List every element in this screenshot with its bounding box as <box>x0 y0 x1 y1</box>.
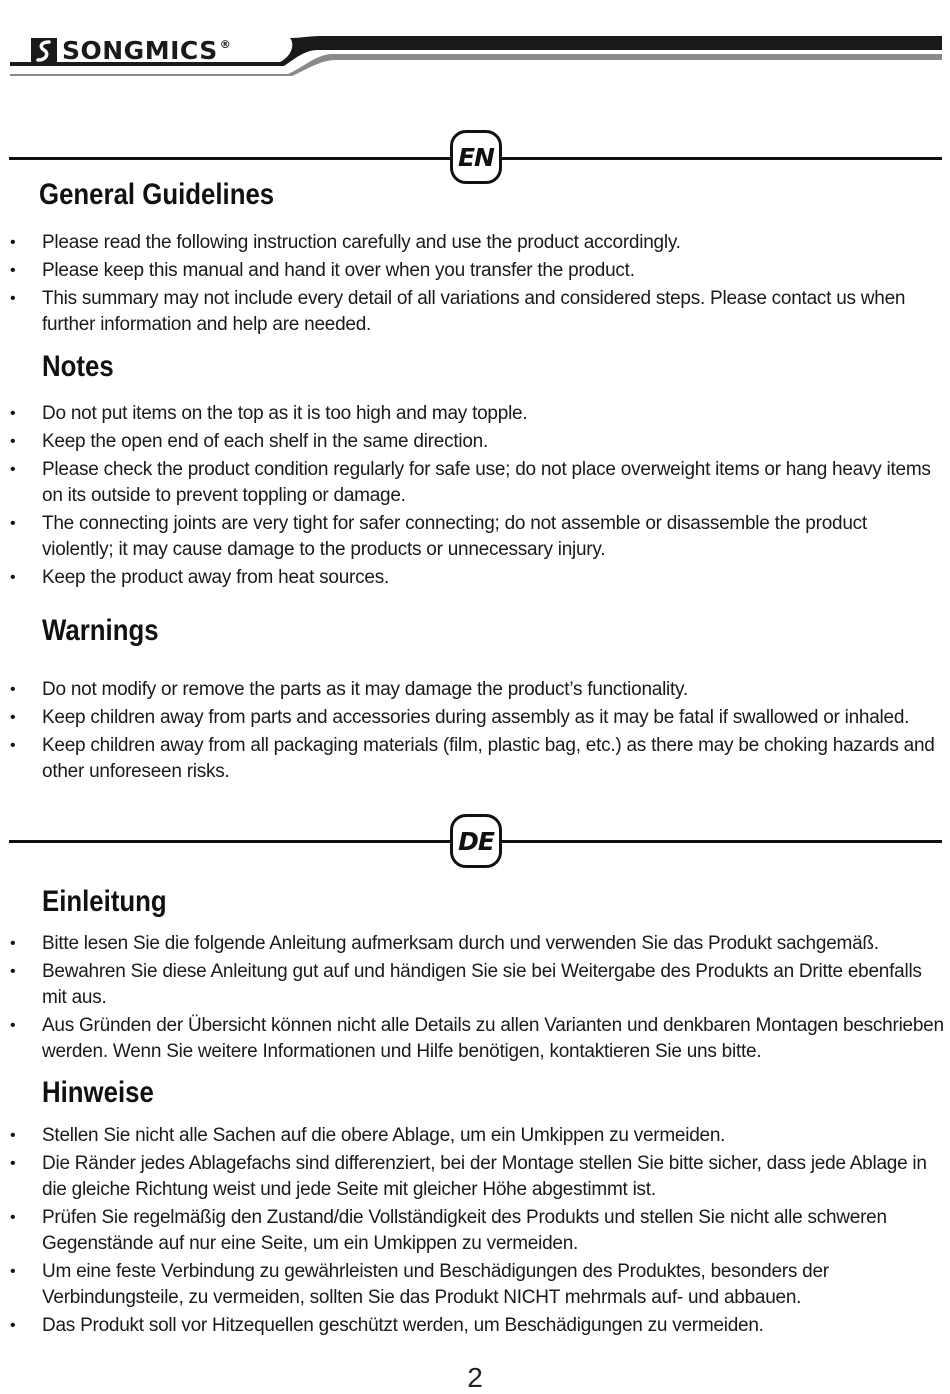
general-guidelines-list <box>10 230 915 338</box>
list-item: • Keep the product away from heat sources. <box>10 565 935 591</box>
einleitung-heading: Einleitung <box>42 885 167 918</box>
page-header <box>0 0 950 90</box>
list-item: • Prüfen Sie regelmäßig den Zustand/die Vollständigkeit des Produkts und stellen Sie nicht alle schweren Gegenstände auf nur eine Seite, um ein Umkippen zu vermeiden. <box>10 1205 945 1257</box>
list-item: • Stellen Sie nicht alle Sachen auf die obere Ablage, um ein Umkippen zu vermeiden. <box>10 1123 945 1149</box>
divider-line-left <box>9 840 452 843</box>
warnings-heading: Warnings <box>42 614 159 647</box>
brand-name: SONGMICS <box>62 36 218 65</box>
list-item: • Keep children away from all packaging materials (film, plastic bag, etc.) as there may be choking hazards and other unforeseen risks. <box>10 733 935 785</box>
list-item: • Keep the open end of each shelf in the same direction. <box>10 429 935 455</box>
language-badge-de: DE <box>450 814 502 868</box>
list-item: • Um eine feste Verbindung zu gewährleisten und Beschädigungen des Produktes, besonders der Verbindungsteile, zu vermeiden, sollten Sie das Produkt NICHT mehrmals auf- und abbauen. <box>10 1259 945 1311</box>
notes-list <box>10 401 935 591</box>
list-item: • Please check the product condition regularly for safe use; do not place overweight items or hang heavy items on its outside to prevent toppling or damage. <box>10 457 935 509</box>
list-item: • Please read the following instruction carefully and use the product accordingly. <box>10 230 915 256</box>
divider-line-left <box>9 157 452 160</box>
de-section-divider <box>0 813 950 873</box>
warnings-list <box>10 677 935 785</box>
list-item: • Die Ränder jedes Ablagefachs sind differenziert, bei der Montage stellen Sie bitte sicher, dass jede Ablage in die gleiche Richtung weist und jede Seite mit gleicher Höhe abgestimmt ist. <box>10 1151 945 1203</box>
list-item: • Do not put items on the top as it is too high and may topple. <box>10 401 935 427</box>
hinweise-list <box>10 1123 945 1339</box>
divider-line-right <box>500 157 942 160</box>
list-item: • Please keep this manual and hand it over when you transfer the product. <box>10 258 915 284</box>
list-item: • The connecting joints are very tight for safer connecting; do not assemble or disassemble the product violently; it may cause damage to the products or unnecessary injury. <box>10 511 935 563</box>
registered-mark: ® <box>219 38 232 51</box>
list-item: • Das Produkt soll vor Hitzequellen geschützt werden, um Beschädigungen zu vermeiden. <box>10 1313 945 1339</box>
notes-heading: Notes <box>42 350 114 383</box>
page-number: 2 <box>467 1362 483 1393</box>
list-item: • Keep children away from parts and accessories during assembly as it may be fatal if swallowed or inhaled. <box>10 705 935 731</box>
hinweise-heading: Hinweise <box>42 1076 154 1109</box>
list-item: • Do not modify or remove the parts as it may damage the product’s functionality. <box>10 677 935 703</box>
brand-mark-icon <box>27 36 61 66</box>
language-badge-en: EN <box>450 130 502 184</box>
list-item: • Bewahren Sie diese Anleitung gut auf und händigen Sie sie bei Weitergabe des Produkts an Dritte ebenfalls mit aus. <box>10 959 945 1011</box>
list-item: • Bitte lesen Sie die folgende Anleitung aufmerksam durch und verwenden Sie das Produkt sachgemäß. <box>10 931 945 957</box>
brand-logo <box>62 36 231 65</box>
einleitung-list <box>10 931 945 1065</box>
list-item: • Aus Gründen der Übersicht können nicht alle Details zu allen Varianten und denkbaren Montagen beschrieben werden. Wenn Sie weitere Informationen und Hilfe benötigen, kontaktieren Sie uns bitte. <box>10 1013 945 1065</box>
divider-line-right <box>500 840 942 843</box>
general-guidelines-heading: General Guidelines <box>39 178 275 211</box>
list-item: • This summary may not include every detail of all variations and considered steps. Please contact us when further information and help are needed. <box>10 286 915 338</box>
